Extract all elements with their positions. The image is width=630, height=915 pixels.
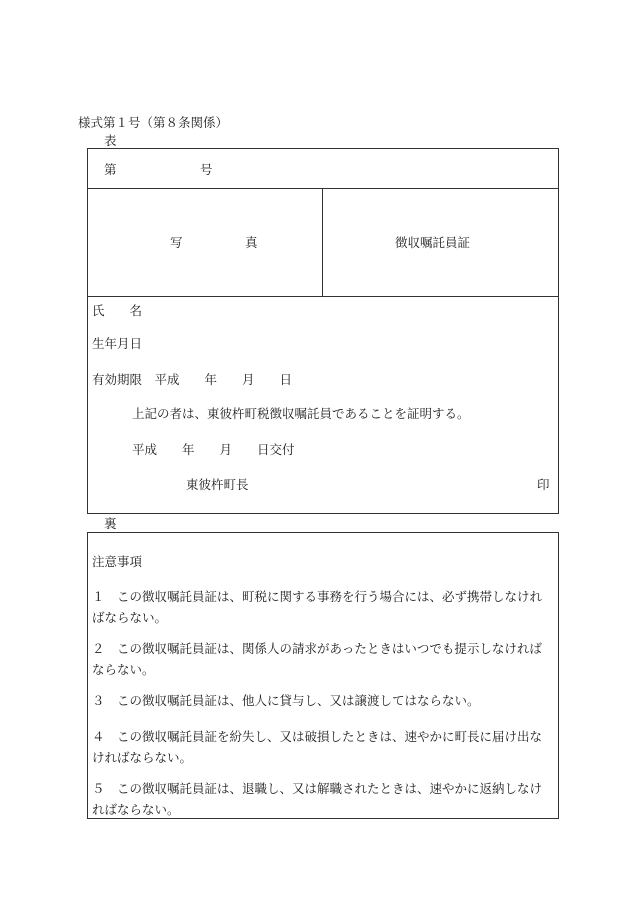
front-divider-2	[87, 296, 559, 297]
form-title: 様式第１号（第８条関係）	[78, 115, 229, 130]
front-label: 表	[104, 133, 117, 148]
front-divider-1	[87, 188, 559, 189]
front-divider-vertical	[322, 188, 323, 296]
issuer-name: 東彼杵町長	[186, 477, 249, 492]
issue-date: 平成 年 月 日交付	[132, 442, 295, 457]
photo-area-label: 写 真	[170, 235, 258, 250]
note-item: ４ この徴収嘱託員証を紛失し、又は破損したときは、速やかに町長に届け出なければならない。	[92, 729, 543, 765]
number-suffix: 号	[200, 162, 213, 177]
note-item: ５ この徴収嘱託員証は、退職し、又は解職されたときは、速やかに返納しなければならない。	[92, 781, 543, 817]
card-title: 徴収嘱託員証	[395, 235, 471, 250]
name-field-label: 氏 名	[92, 303, 143, 318]
validity-field-label: 有効期限 平成 年 月 日	[92, 372, 293, 387]
seal-mark: 印	[537, 477, 550, 492]
certification-statement: 上記の者は、東彼杵町税徴収嘱託員であることを証明する。	[132, 406, 470, 421]
note-item: １ この徴収嘱託員証は、町税に関する事務を行う場合には、必ず携帯しなければならない。	[92, 589, 543, 625]
note-item: ３ この徴収嘱託員証は、他人に貸与し、又は譲渡してはならない。	[92, 693, 480, 708]
notes-title: 注意事項	[92, 554, 143, 569]
note-item: ２ この徴収嘱託員証は、関係人の請求があったときはいつでも提示しなければならない。	[92, 641, 542, 677]
front-card	[87, 148, 559, 514]
back-label: 裏	[104, 516, 117, 531]
number-prefix: 第	[104, 162, 117, 177]
birthdate-field-label: 生年月日	[92, 336, 143, 351]
